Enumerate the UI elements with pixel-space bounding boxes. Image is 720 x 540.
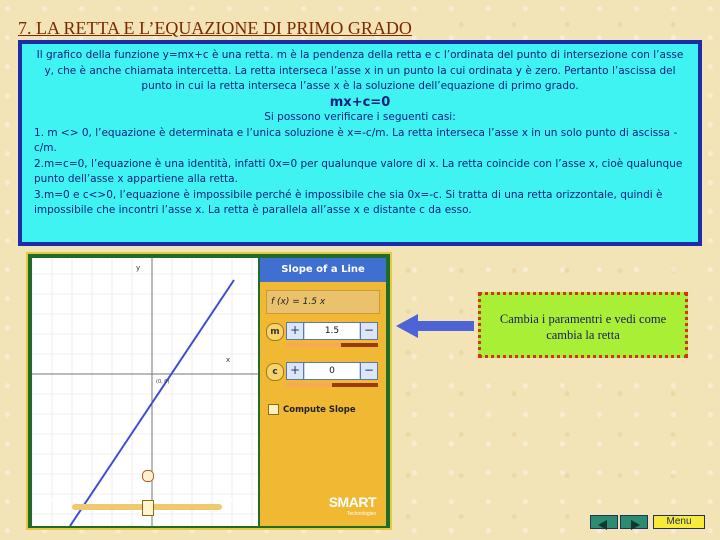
m-value[interactable]: 1.5	[305, 323, 359, 339]
arrow-icon	[396, 314, 476, 338]
smart-logo	[329, 496, 376, 520]
slope-applet	[26, 252, 392, 530]
smart-logo-text: SMART	[328, 494, 376, 510]
origin-label: (0, 0)	[156, 379, 170, 385]
next-arrow-icon	[621, 519, 647, 531]
param-m-label: m	[266, 323, 284, 341]
graph-grid	[32, 258, 258, 526]
c-value[interactable]: 0	[305, 363, 359, 379]
cases-intro: Si possono verificare i seguenti casi:	[264, 111, 456, 123]
c-stepper[interactable]	[286, 362, 378, 380]
slide-title: 7. LA RETTA E L’EQUAZIONE DI PRIMO GRADO	[18, 18, 412, 38]
param-m-row	[264, 320, 382, 354]
c-minus-button[interactable]: −	[360, 363, 377, 379]
c-plus-button[interactable]: +	[287, 363, 304, 379]
info-paragraph: Il grafico della funzione y=mx+c è una retta. m è la pendenza della retta e c l’ordinata del punto di intersezione con l’asse y, che è anche chiamata intercetta. La retta interseca l’asse x in un punto la cui ordinata y è zero. Pertanto l’ascissa del punto in cui la retta interseca l’asse x è la soluzione dell’equazione di primo grado.	[36, 49, 684, 92]
menu-button[interactable]: Menu	[653, 515, 705, 529]
graph-area[interactable]	[32, 258, 258, 526]
param-c-label: c	[266, 363, 284, 381]
compute-slope-label: Compute Slope	[283, 405, 356, 415]
m-slider[interactable]	[286, 343, 378, 347]
case-1-text: 1. m <> 0, l’equazione è determinata e l’unica soluzione è x=-c/m. La retta interseca l’asse x in un solo punto di ascissa -c/m.	[34, 126, 678, 154]
zoom-in-button[interactable]: ZOOM IN	[38, 498, 66, 504]
m-minus-button[interactable]: −	[360, 323, 377, 339]
compute-slope-checkbox[interactable]	[268, 404, 279, 415]
c-slider[interactable]	[286, 383, 378, 387]
control-panel	[260, 258, 386, 526]
zoom-slider-knob[interactable]	[142, 500, 154, 516]
zoom-out-button[interactable]: ZOOM OUT	[224, 498, 258, 504]
smart-logo-subtext: Technologies	[346, 511, 376, 517]
case-3-text: 3.m=0 e c<>0, l’equazione è impossibile perché è impossibile che sia 0x=-c. Si tratta di una retta orizzontale, quindi è impossibile che incontri l’asse x. La retta è parallela all’asse x e distante c da esso.	[34, 188, 663, 216]
c-slider-fill	[286, 383, 332, 387]
function-display: f (x) = 1.5 x	[266, 290, 380, 314]
prev-arrow-icon	[591, 519, 617, 531]
graph-svg	[32, 258, 258, 526]
x-axis-label: x	[226, 356, 231, 364]
param-c-row	[264, 360, 382, 394]
next-slide-button[interactable]	[620, 515, 648, 529]
y-axis-label: y	[136, 264, 141, 272]
case-2-text: 2.m=c=0, l’equazione è una identità, infatti 0x=0 per qualunque valore di x. La retta coincide con l’asse x, cioè qualunque punto dell’asse x appartiene alla retta.	[34, 157, 683, 185]
compute-slope-option[interactable]	[268, 404, 356, 415]
m-stepper[interactable]	[286, 322, 378, 340]
zoom-slider[interactable]	[72, 504, 222, 510]
equation-text: mx+c=0	[329, 94, 391, 110]
panel-title: Slope of a Line	[260, 258, 386, 282]
info-box	[18, 40, 702, 246]
previous-slide-button[interactable]	[590, 515, 618, 529]
callout-box: Cambia i paramentri e vedi come cambia la retta	[478, 292, 688, 358]
zoom-ring-handle[interactable]	[142, 470, 154, 482]
m-slider-fill	[286, 343, 341, 347]
m-plus-button[interactable]: +	[287, 323, 304, 339]
